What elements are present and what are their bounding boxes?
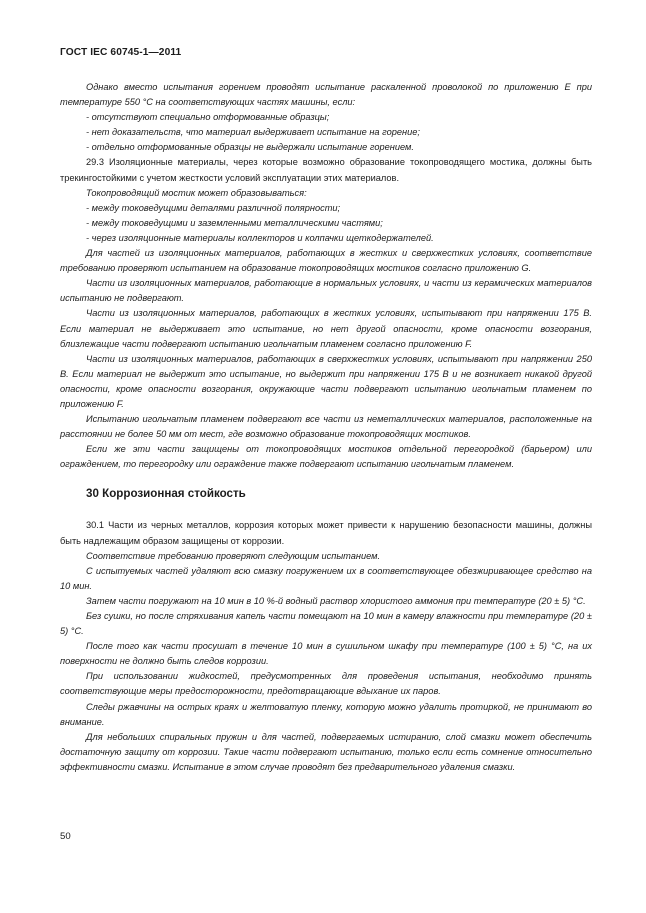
section-30-text	[60, 518, 592, 775]
paragraph: Затем части погружают на 10 мин в 10 %-й водный раствор хлористого аммония при температуре (20 ± 5) °С.	[86, 595, 586, 606]
paragraph: После того как части просушат в течение 10 мин в сушильном шкафу при температуре (100 ± 5) °С, на их поверхности не должно быть следов коррозии.	[60, 641, 592, 667]
page-number: 50	[60, 831, 71, 842]
paragraph: Без сушки, но после стряхивания капель части помещают на 10 мин в камеру влажности при температуре (20 ± 5) °С.	[60, 611, 592, 637]
section-heading: 30 Коррозионная стойкость	[86, 487, 246, 501]
paragraph: Однако вместо испытания горением проводят испытание раскаленной проволокой по приложению E при температуре 550 °С на соответствующих частях машины, если:	[60, 82, 592, 108]
paragraph: - между токоведущими и заземленными металлическими частями;	[86, 217, 383, 228]
paragraph: Испытанию игольчатым пламенем подвергают все части из неметаллических материалов, расположенные на расстоянии не более 50 мм от мест, где возможно образование токопроводящих мостиков.	[60, 414, 592, 440]
paragraph: - отсутствуют специально отформованные образцы;	[86, 112, 330, 123]
paragraph: 30.1 Части из черных металлов, коррозия которых может привести к нарушению безопасности машины, должны быть надлежащим образом защищены от коррозии.	[60, 520, 592, 546]
paragraph: Части из изоляционных материалов, работающие в нормальных условиях, и части из керамических материалов испытанию не подвергают.	[60, 278, 592, 304]
paragraph: Для небольших спиральных пружин и для частей, подвергаемых истиранию, слой смазки может обеспечить достаточную защиту от коррозии. Такие части подвергают испытанию, только если есть сомнение относительно эффективности смазки. Испытание в этом случае проводят без предварительного удаления смазки.	[60, 731, 592, 772]
paragraph: Если же эти части защищены от токопроводящих мостиков отдельной перегородкой (барьером) или ограждением, то перегородку или ограждение также подвергают испытанию игольчатым пламенем.	[60, 444, 592, 470]
document-body	[60, 80, 592, 775]
paragraph: Части из изоляционных материалов, работающих в сверхжестких условиях, испытывают при напряжении 250 В. Если материал не выдержит это испытание, но выдержит при напряжении 175 В и не возникает никакой другой опасности, кроме опасности возгорания, окружающие части подвергают испытанию игольчатым пламенем по приложению F.	[60, 353, 592, 409]
paragraph: - отдельно отформованные образцы не выдержали испытание горением.	[86, 142, 414, 153]
paragraph: 29.3 Изоляционные материалы, через которые возможно образование токопроводящего мостика, должны быть трекингостойкими с учетом жесткости условий эксплуатации этих материалов.	[60, 157, 592, 183]
paragraph: При использовании жидкостей, предусмотренных для проведения испытания, необходимо принять соответствующие меры предосторожности, предотвращающие вдыхание их паров.	[60, 671, 592, 697]
paragraph: - между токоведущими деталями различной полярности;	[86, 202, 341, 213]
paragraph: Для частей из изоляционных материалов, работающих в жестких и сверхжестких условиях, соответствие требованию проверяют испытанием на образование токопроводящих мостиков согласно приложению G.	[60, 248, 592, 274]
paragraph: - нет доказательств, что материал выдерживает испытание на горение;	[86, 127, 420, 138]
paragraph: Токопроводящий мостик может образовываться:	[86, 187, 307, 198]
section-29-text	[60, 80, 592, 472]
paragraph: Части из изоляционных материалов, работающих в жестких условиях, испытывают при напряжении 175 В. Если материал не выдерживает это испытание, но нет другой опасности, кроме опасности возгорания, близлежащие части подвергают испытанию игольчатым пламенем согласно приложению F.	[60, 308, 592, 349]
paragraph: Следы ржавчины на острых краях и желтоватую пленку, которую можно удалить протиркой, не принимают во внимание.	[60, 701, 592, 727]
paragraph: С испытуемых частей удаляют всю смазку погружением их в соответствующее обезжиривающее средство на 10 мин.	[60, 565, 592, 591]
paragraph: Соответствие требованию проверяют следующим испытанием.	[86, 550, 381, 561]
paragraph: - через изоляционные материалы коллекторов и колпачки щеткодержателей.	[86, 232, 434, 243]
document-header: ГОСТ IEC 60745-1—2011	[60, 47, 182, 58]
